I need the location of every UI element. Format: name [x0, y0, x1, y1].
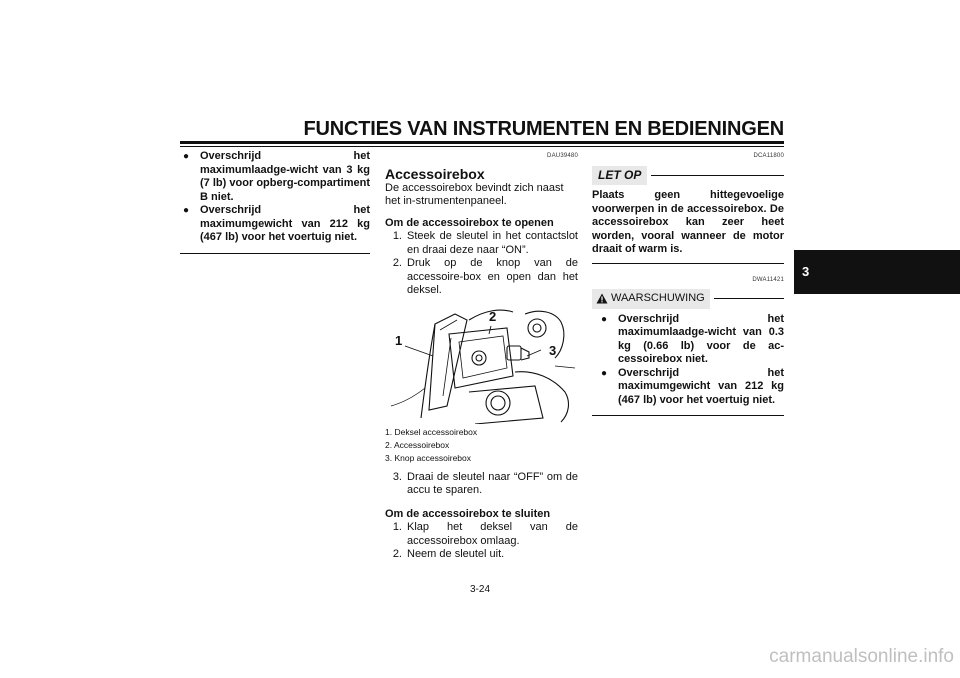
caution-line: [651, 175, 784, 176]
step-item: [385, 230, 578, 257]
callout-1: 1: [395, 332, 403, 348]
callout-2: 2: [489, 308, 497, 324]
middle-column: [385, 150, 578, 562]
right-column: [592, 150, 784, 416]
bullet-text: Overschrijd het maximumlaadge-wicht van 0.3 kg (0.66 lb) voor de ac-cessoirebox niet.: [618, 312, 784, 365]
caution-header: [592, 166, 784, 186]
list-item: [180, 150, 370, 204]
step-text: Klap het deksel van de accessoirebox omlaag.: [407, 521, 578, 547]
warning-line: [714, 298, 784, 299]
step-item: [385, 548, 578, 562]
bullet-text: Overschrijd het maximumlaadge-wicht van 3 kg (7 lb) voor opberg-compartiment B niet.: [200, 150, 370, 203]
list-item: [592, 367, 784, 408]
subsection-title: Om de accessoirebox te openen: [385, 216, 554, 229]
bullet-icon: ●: [183, 151, 190, 162]
warning-triangle-icon: [596, 293, 608, 304]
bullet-text: Overschrijd het maximumgewicht van 212 kg (467 lb) voor het voertuig niet.: [200, 204, 370, 243]
step-number: 1.: [392, 521, 402, 533]
bullet-icon: ●: [183, 205, 190, 216]
step-number: 2.: [392, 548, 402, 560]
warning-label: WAARSCHUWING: [611, 292, 705, 304]
section-divider: [180, 253, 370, 254]
section-divider: [592, 415, 784, 416]
step-text: Neem de sleutel uit.: [407, 548, 505, 560]
section-heading: Accessoirebox: [385, 165, 485, 182]
step-item: [385, 257, 578, 298]
caution-text: Plaats geen hittegevoelige voorwerpen in de accessoirebox. De accessoirebox kan zeer heet worden, vooral wanneer de motor draait of warm is.: [592, 189, 784, 255]
section-code: DAU39480: [547, 153, 578, 159]
step-item: [385, 521, 578, 548]
caption: 1. Deksel accessoirebox: [385, 426, 478, 437]
caution-code: DCA11800: [753, 153, 784, 159]
step-number: 2.: [392, 257, 402, 269]
step-text: Druk op de knop van de accessoire-box en open dan het deksel.: [407, 257, 578, 296]
step-text: Draai de sleutel naar “OFF” om de accu te sparen.: [407, 470, 578, 496]
callout-3: 3: [549, 342, 557, 358]
bullet-icon: ●: [601, 313, 608, 325]
list-item: [592, 313, 784, 367]
figure-captions: [385, 426, 578, 465]
intro-text: De accessoirebox bevindt zich naast het in-strumentenpaneel.: [385, 181, 564, 207]
watermark: carmanualsonline.info: [769, 646, 954, 667]
page-title: FUNCTIES VAN INSTRUMENTEN EN BEDIENINGEN: [303, 118, 784, 140]
step-number: 3.: [392, 470, 402, 483]
caption: 2. Accessoirebox: [385, 439, 450, 450]
step-item: [385, 471, 578, 498]
caution-label: LET OP: [592, 166, 647, 186]
section-divider: [592, 263, 784, 264]
title-rule: [180, 141, 784, 144]
chapter-number: 3: [802, 264, 810, 279]
title-rule-thin: [180, 146, 784, 147]
warning-code: DWA11421: [752, 276, 784, 283]
page-number: 3-24: [469, 584, 490, 595]
caption: 3. Knop accessoirebox: [385, 452, 471, 463]
chapter-tab[interactable]: [794, 250, 960, 294]
bullet-text: Overschrijd het maximumgewicht van 212 kg (467 lb) voor het voertuig niet.: [618, 366, 784, 406]
left-column: [180, 150, 370, 254]
bullet-icon: ●: [601, 367, 608, 379]
list-item: [180, 204, 370, 245]
accessory-box-illustration: [385, 306, 578, 424]
warning-badge: [592, 289, 710, 309]
accessory-box-drawing: [385, 306, 578, 424]
subsection-title: Om de accessoirebox te sluiten: [385, 507, 551, 520]
step-number: 1.: [392, 230, 402, 242]
warning-header: [592, 289, 784, 309]
step-text: Steek de sleutel in het contactslot en draai deze naar “ON”.: [407, 230, 578, 256]
